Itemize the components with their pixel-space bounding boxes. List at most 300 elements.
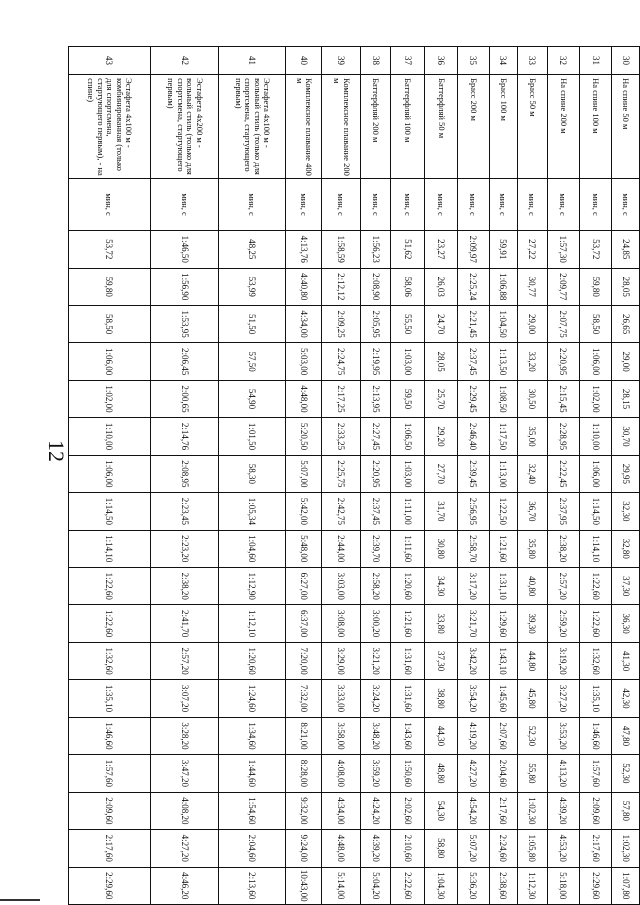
time-value: 2:04,60 (219, 830, 286, 867)
time-value: 1:20,60 (391, 568, 425, 605)
time-value: 2:38,20 (547, 530, 579, 567)
table-row (517, 47, 547, 905)
time-value: 59,91 (489, 231, 517, 268)
time-value: 3:27,20 (547, 680, 579, 717)
time-value: 1:17,50 (489, 418, 517, 455)
time-value: 2:37,45 (361, 493, 391, 530)
time-value: 29,00 (517, 305, 547, 342)
unit-label: мин, с (69, 179, 151, 231)
time-value: 1:04,30 (425, 867, 457, 904)
time-value: 1:05,80 (517, 830, 547, 867)
time-value: 38,80 (425, 680, 457, 717)
row-number: 39 (322, 47, 361, 75)
time-value: 24,70 (425, 305, 457, 342)
discipline-name: Комплексное плавание 400 м (285, 75, 321, 179)
time-value: 2:17,25 (322, 380, 361, 417)
unit-label: мин, с (547, 179, 579, 231)
time-value: 1:07,80 (612, 867, 640, 904)
time-value: 2:58,70 (457, 530, 489, 567)
row-number: 34 (489, 47, 517, 75)
unit-label: мин, с (285, 179, 321, 231)
time-value: 4:13,20 (547, 755, 579, 792)
time-value: 3:07,20 (150, 680, 219, 717)
table-row (219, 47, 286, 905)
time-value: 3:21,20 (361, 642, 391, 679)
table-frame (68, 46, 640, 905)
time-value: 26,65 (612, 305, 640, 342)
time-value: 2:39,45 (457, 455, 489, 492)
time-value: 2:20,95 (547, 343, 579, 380)
table-row (425, 47, 457, 905)
time-value: 1:31,60 (391, 642, 425, 679)
time-value: 2:23,45 (150, 493, 219, 530)
time-value: 2:37,95 (547, 493, 579, 530)
discipline-name: На спине 200 м (547, 75, 579, 179)
discipline-name: Брасс 100 м (489, 75, 517, 179)
time-value: 4:08,20 (150, 792, 219, 829)
time-value: 1:10,00 (579, 418, 611, 455)
time-value: 3:33,00 (322, 680, 361, 717)
discipline-name: На спине 100 м (579, 75, 611, 179)
time-value: 57,50 (219, 343, 286, 380)
time-value: 2:07,75 (547, 305, 579, 342)
unit-label: мин, с (457, 179, 489, 231)
time-value: 4:46,20 (150, 867, 219, 904)
time-value: 52,30 (517, 717, 547, 754)
time-value: 2:06,45 (150, 343, 219, 380)
time-value: 4:53,20 (547, 830, 579, 867)
time-value: 30,80 (425, 530, 457, 567)
discipline-name: Баттерфляй 50 м (425, 75, 457, 179)
time-value: 1:14,10 (69, 530, 151, 567)
time-value: 30,77 (517, 268, 547, 305)
time-value: 3:08,00 (322, 605, 361, 642)
time-value: 4:34,00 (285, 305, 321, 342)
time-value: 4:27,20 (457, 755, 489, 792)
time-value: 42,30 (612, 680, 640, 717)
time-value: 2:07,60 (489, 717, 517, 754)
time-value: 4:34,00 (322, 792, 361, 829)
table-row (150, 47, 219, 905)
time-value: 2:38,20 (150, 568, 219, 605)
time-value: 57,80 (612, 792, 640, 829)
time-value: 2:28,95 (547, 418, 579, 455)
time-value: 2:14,76 (150, 418, 219, 455)
time-value: 2:08,90 (361, 268, 391, 305)
time-value: 5:42,00 (285, 493, 321, 530)
time-value: 2:22,45 (547, 455, 579, 492)
time-value: 36,70 (517, 493, 547, 530)
time-value: 1:46,50 (150, 231, 219, 268)
time-value: 2:22,60 (391, 867, 425, 904)
time-value: 29,95 (612, 455, 640, 492)
time-value: 1:50,60 (391, 755, 425, 792)
time-value: 59,80 (69, 268, 151, 305)
time-value: 1:22,60 (579, 605, 611, 642)
time-value: 31,70 (425, 493, 457, 530)
time-value: 1:11,00 (391, 493, 425, 530)
time-value: 7:20,00 (285, 642, 321, 679)
time-value: 29,20 (425, 418, 457, 455)
time-value: 1:02,00 (69, 380, 151, 417)
time-value: 54,90 (219, 380, 286, 417)
time-value: 6:37,00 (285, 605, 321, 642)
time-value: 1:12,30 (517, 867, 547, 904)
time-value: 3:17,20 (457, 568, 489, 605)
unit-label: мин, с (489, 179, 517, 231)
row-number: 35 (457, 47, 489, 75)
time-value: 3:03,00 (322, 568, 361, 605)
row-number: 43 (69, 47, 151, 75)
time-value: 2:29,45 (457, 380, 489, 417)
time-value: 25,70 (425, 380, 457, 417)
time-value: 2:12,12 (322, 268, 361, 305)
time-value: 4:54,20 (457, 792, 489, 829)
time-value: 33,80 (425, 605, 457, 642)
time-value: 2:24,60 (489, 830, 517, 867)
time-value: 2:56,95 (457, 493, 489, 530)
time-value: 3:59,20 (361, 755, 391, 792)
time-value: 32,30 (612, 493, 640, 530)
table-row (457, 47, 489, 905)
row-number: 42 (150, 47, 219, 75)
time-value: 5:07,20 (457, 830, 489, 867)
discipline-name: Эстафета 4х100 м - вольный стиль (только для спортсмена, стартующего первым) (219, 75, 286, 179)
time-value: 45,80 (517, 680, 547, 717)
unit-label: мин, с (579, 179, 611, 231)
unit-label: мин, с (425, 179, 457, 231)
unit-label: мин, с (361, 179, 391, 231)
time-value: 3:53,20 (547, 717, 579, 754)
time-value: 1:14,50 (579, 493, 611, 530)
time-value: 1:05,34 (219, 493, 286, 530)
time-value: 5:07,00 (285, 455, 321, 492)
time-value: 1:58,59 (322, 231, 361, 268)
discipline-name: На спине 50 м (612, 75, 640, 179)
time-value: 1:24,60 (219, 680, 286, 717)
time-value: 34,30 (425, 568, 457, 605)
time-value: 2:09,25 (322, 305, 361, 342)
row-number: 36 (425, 47, 457, 75)
time-value: 1:03,00 (391, 455, 425, 492)
time-value: 1:43,10 (489, 642, 517, 679)
row-number: 33 (517, 47, 547, 75)
discipline-name: Эстафета 4х100 м - комбинированная (только для спортсмена, стартующего первым), - на спине) (69, 75, 151, 179)
time-value: 4:08,00 (322, 755, 361, 792)
time-value: 2:19,95 (361, 343, 391, 380)
time-value: 2:37,45 (457, 343, 489, 380)
time-value: 4:27,20 (150, 830, 219, 867)
time-value: 2:09,60 (579, 792, 611, 829)
time-value: 58,06 (391, 268, 425, 305)
time-value: 10:43,00 (285, 867, 321, 904)
time-value: 2:39,70 (361, 530, 391, 567)
time-value: 2:27,45 (361, 418, 391, 455)
time-value: 2:33,25 (322, 418, 361, 455)
time-value: 1:02,00 (579, 380, 611, 417)
time-value: 1:13,00 (489, 455, 517, 492)
time-value: 4:19,20 (457, 717, 489, 754)
time-value: 1:32,60 (69, 642, 151, 679)
time-value: 1:44,60 (219, 755, 286, 792)
time-value: 41,30 (612, 642, 640, 679)
time-value: 59,80 (579, 268, 611, 305)
time-value: 1:12,90 (219, 568, 286, 605)
time-value: 1:35,10 (579, 680, 611, 717)
time-value: 1:06,00 (69, 343, 151, 380)
time-value: 35,80 (517, 530, 547, 567)
time-value: 1:35,10 (69, 680, 151, 717)
time-value: 3:29,00 (322, 642, 361, 679)
time-value: 1:29,60 (489, 605, 517, 642)
time-value: 51,62 (391, 231, 425, 268)
time-value: 1:10,00 (69, 418, 151, 455)
time-value: 2:25,24 (457, 268, 489, 305)
discipline-name: Комплексное плавание 200 м (322, 75, 361, 179)
time-value: 2:58,20 (361, 568, 391, 605)
time-value: 4:40,80 (285, 268, 321, 305)
time-value: 39,30 (517, 605, 547, 642)
time-value: 4:48,00 (322, 830, 361, 867)
time-value: 6:27,00 (285, 568, 321, 605)
time-value: 1:02,30 (517, 792, 547, 829)
page-number: 12 (44, 440, 69, 462)
time-value: 2:09,60 (69, 792, 151, 829)
time-value: 3:28,20 (150, 717, 219, 754)
time-value: 23,27 (425, 231, 457, 268)
standards-table (68, 46, 640, 905)
time-value: 37,30 (425, 642, 457, 679)
table-row (69, 47, 151, 905)
time-value: 1:46,60 (579, 717, 611, 754)
time-value: 2:57,20 (150, 642, 219, 679)
time-value: 1:31,60 (391, 680, 425, 717)
time-value: 28,15 (612, 380, 640, 417)
time-value: 2:38,60 (489, 867, 517, 904)
table-row (322, 47, 361, 905)
time-value: 2:13,60 (219, 867, 286, 904)
time-value: 1:34,60 (219, 717, 286, 754)
time-value: 3:54,20 (457, 680, 489, 717)
time-value: 9:32,00 (285, 792, 321, 829)
time-value: 4:39,20 (547, 792, 579, 829)
table-row (361, 47, 391, 905)
time-value: 1:20,60 (219, 642, 286, 679)
row-number: 41 (219, 47, 286, 75)
time-value: 51,50 (219, 305, 286, 342)
time-value: 1:06,00 (579, 343, 611, 380)
discipline-name: Баттерфляй 100 м (391, 75, 425, 179)
time-value: 1:31,10 (489, 568, 517, 605)
time-value: 58,30 (219, 455, 286, 492)
unit-label: мин, с (612, 179, 640, 231)
time-value: 47,80 (612, 717, 640, 754)
time-value: 32,80 (612, 530, 640, 567)
time-value: 37,30 (612, 568, 640, 605)
discipline-name: Эстафета 4х200 м - вольный стиль (только для спортсмена, стартующего первым) (150, 75, 219, 179)
time-value: 2:41,70 (150, 605, 219, 642)
time-value: 27,22 (517, 231, 547, 268)
time-value: 29,00 (612, 343, 640, 380)
time-value: 3:48,20 (361, 717, 391, 754)
row-number: 40 (285, 47, 321, 75)
time-value: 53,99 (219, 268, 286, 305)
time-value: 58,50 (69, 305, 151, 342)
time-value: 1:32,60 (579, 642, 611, 679)
time-value: 2:17,60 (489, 792, 517, 829)
table-row (285, 47, 321, 905)
time-value: 1:22,50 (489, 493, 517, 530)
time-value: 59,50 (391, 380, 425, 417)
time-value: 2:08,95 (150, 455, 219, 492)
time-value: 28,05 (425, 343, 457, 380)
time-value: 2:24,75 (322, 343, 361, 380)
time-value: 53,72 (579, 231, 611, 268)
time-value: 1:04,60 (219, 530, 286, 567)
time-value: 5:18,00 (547, 867, 579, 904)
time-value: 1:46,60 (69, 717, 151, 754)
time-value: 26,03 (425, 268, 457, 305)
table-row (489, 47, 517, 905)
time-value: 48,25 (219, 231, 286, 268)
time-value: 2:21,45 (457, 305, 489, 342)
time-value: 55,80 (517, 755, 547, 792)
time-value: 1:22,60 (69, 568, 151, 605)
time-value: 2:29,60 (579, 867, 611, 904)
time-value: 1:21,60 (489, 530, 517, 567)
time-value: 1:21,60 (391, 605, 425, 642)
time-value: 4:13,76 (285, 231, 321, 268)
time-value: 1:56,23 (361, 231, 391, 268)
time-value: 1:57,30 (547, 231, 579, 268)
time-value: 3:42,20 (457, 642, 489, 679)
time-value: 1:14,50 (69, 493, 151, 530)
time-value: 35,00 (517, 418, 547, 455)
time-value: 3:19,20 (547, 642, 579, 679)
time-value: 2:42,75 (322, 493, 361, 530)
time-value: 1:45,60 (489, 680, 517, 717)
time-value: 7:32,00 (285, 680, 321, 717)
time-value: 1:22,60 (69, 605, 151, 642)
time-value: 3:24,20 (361, 680, 391, 717)
time-value: 4:48,00 (285, 380, 321, 417)
time-value: 48,80 (425, 755, 457, 792)
time-value: 5:04,20 (361, 867, 391, 904)
time-value: 2:10,60 (391, 830, 425, 867)
row-number: 38 (361, 47, 391, 75)
time-value: 3:00,20 (361, 605, 391, 642)
rotated-table-container (68, 46, 640, 905)
time-value: 30,50 (517, 380, 547, 417)
row-number: 31 (579, 47, 611, 75)
time-value: 8:21,00 (285, 717, 321, 754)
time-value: 2:15,45 (547, 380, 579, 417)
time-value: 24,85 (612, 231, 640, 268)
time-value: 2:59,20 (547, 605, 579, 642)
time-value: 1:56,90 (150, 268, 219, 305)
time-value: 4:24,20 (361, 792, 391, 829)
time-value: 1:08,50 (489, 380, 517, 417)
time-value: 52,30 (612, 755, 640, 792)
time-value: 1:43,60 (391, 717, 425, 754)
time-value: 3:47,20 (150, 755, 219, 792)
time-value: 1:02,30 (612, 830, 640, 867)
time-value: 1:11,60 (391, 530, 425, 567)
table-row (579, 47, 611, 905)
time-value: 2:00,65 (150, 380, 219, 417)
time-value: 36,30 (612, 605, 640, 642)
unit-label: мин, с (150, 179, 219, 231)
time-value: 44,80 (517, 642, 547, 679)
table-row (547, 47, 579, 905)
time-value: 1:04,50 (489, 305, 517, 342)
unit-label: мин, с (322, 179, 361, 231)
time-value: 1:06,50 (391, 418, 425, 455)
time-value: 2:02,60 (391, 792, 425, 829)
time-value: 2:09,97 (457, 231, 489, 268)
table-row (612, 47, 640, 905)
time-value: 44,30 (425, 717, 457, 754)
row-number: 32 (547, 47, 579, 75)
time-value: 32,40 (517, 455, 547, 492)
time-value: 1:14,10 (579, 530, 611, 567)
time-value: 33,20 (517, 343, 547, 380)
time-value: 1:57,60 (579, 755, 611, 792)
time-value: 2:09,77 (547, 268, 579, 305)
row-number: 30 (612, 47, 640, 75)
time-value: 53,72 (69, 231, 151, 268)
time-value: 2:17,60 (69, 830, 151, 867)
table-row (391, 47, 425, 905)
time-value: 1:53,95 (150, 305, 219, 342)
time-value: 1:06,88 (489, 268, 517, 305)
time-value: 27,70 (425, 455, 457, 492)
time-value: 54,30 (425, 792, 457, 829)
time-value: 2:23,20 (150, 530, 219, 567)
time-value: 1:06,00 (69, 455, 151, 492)
time-value: 5:36,20 (457, 867, 489, 904)
discipline-name: Брасс 200 м (457, 75, 489, 179)
time-value: 3:58,00 (322, 717, 361, 754)
time-value: 2:57,20 (547, 568, 579, 605)
time-value: 2:25,75 (322, 455, 361, 492)
time-value: 2:29,60 (69, 867, 151, 904)
scan-edge-mark (0, 899, 40, 901)
discipline-name: Баттерфляй 200 м (361, 75, 391, 179)
time-value: 2:17,60 (579, 830, 611, 867)
time-value: 55,50 (391, 305, 425, 342)
unit-label: мин, с (391, 179, 425, 231)
time-value: 58,80 (425, 830, 457, 867)
time-value: 9:24,00 (285, 830, 321, 867)
time-value: 5:20,50 (285, 418, 321, 455)
unit-label: мин, с (219, 179, 286, 231)
time-value: 2:04,60 (489, 755, 517, 792)
time-value: 28,05 (612, 268, 640, 305)
time-value: 1:22,60 (579, 568, 611, 605)
time-value: 5:14,00 (322, 867, 361, 904)
discipline-name: Брасс 50 м (517, 75, 547, 179)
time-value: 58,50 (579, 305, 611, 342)
time-value: 2:44,00 (322, 530, 361, 567)
time-value: 1:01,50 (219, 418, 286, 455)
time-value: 2:13,95 (361, 380, 391, 417)
time-value: 8:28,00 (285, 755, 321, 792)
time-value: 3:21,70 (457, 605, 489, 642)
time-value: 1:03,00 (391, 343, 425, 380)
time-value: 1:54,60 (219, 792, 286, 829)
time-value: 30,70 (612, 418, 640, 455)
